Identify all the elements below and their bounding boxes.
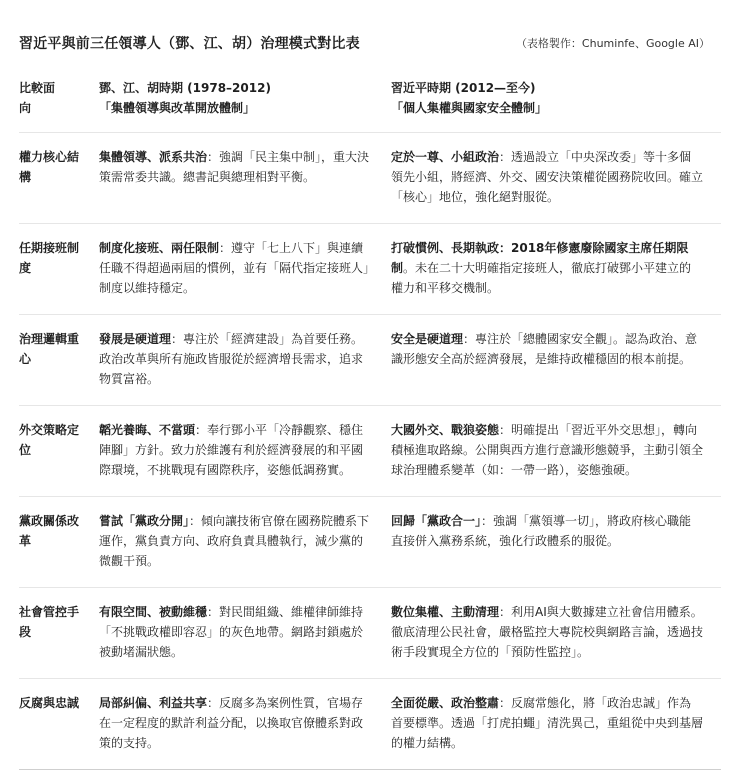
- cell-xi-era-text: ：強調「黨領導一切」，將政府核心職能直接併入黨務系統，強化行政體系的服從。: [391, 514, 692, 548]
- column-header-aspect-line2: 向: [19, 101, 32, 115]
- table-row: [19, 497, 721, 588]
- table-row: [19, 588, 721, 679]
- cell-xi-era: [391, 497, 721, 588]
- comparison-table: [19, 62, 721, 770]
- table-row: [19, 679, 721, 770]
- row-aspect: 外交策略定位: [19, 406, 99, 497]
- row-aspect: 社會管控手段: [19, 588, 99, 679]
- cell-xi-era-key: 定於一尊、小組政治: [391, 150, 500, 164]
- cell-xi-era: [391, 679, 721, 770]
- cell-xi-era-text: ：明確提出「習近平外交思想」，轉向積極進取路線。公開與西方進行意識形態競爭，主動引領全球治理體系變革（如：一帶一路），姿態強硬。: [391, 423, 704, 477]
- cell-previous-era-key: 局部糾偏、利益共享: [99, 696, 208, 710]
- cell-xi-era-key: 安全是硬道理: [391, 332, 464, 346]
- cell-previous-era-key: 韜光養晦、不當頭: [99, 423, 196, 437]
- cell-xi-era-text: 。未在二十大明確指定接班人，徹底打破鄧小平建立的權力和平移交機制。: [391, 261, 692, 295]
- cell-xi-era: [391, 224, 721, 315]
- cell-previous-era: [99, 497, 391, 588]
- column-header-previous-era: [99, 62, 391, 133]
- table-row: [19, 315, 721, 406]
- cell-xi-era-key: 數位集權、主動清理: [391, 605, 500, 619]
- row-aspect: 治理邏輯重心: [19, 315, 99, 406]
- cell-previous-era-text: ：對民間組織、維權律師維持「不挑戰政權即容忍」的灰色地帶。網路封鎖處於被動堵漏狀態。: [99, 605, 364, 659]
- table-row: [19, 133, 721, 224]
- cell-xi-era-text: ：利用AI與大數據建立社會信用體系。徹底清理公民社會，嚴格監控大專院校與網路言論，透過技術手段實現全方位的「預防性監控」。: [391, 605, 704, 659]
- cell-xi-era-text: ：反腐常態化，將「政治忠誠」作為首要標準。透過「打虎拍蠅」清洗異己，重組從中央到基層的權力結構。: [391, 696, 704, 750]
- row-aspect: 黨政關係改革: [19, 497, 99, 588]
- cell-previous-era-text: ：專注於「經濟建設」為首要任務。政治改革與所有施政皆服從於經濟增長需求，追求物質富裕。: [99, 332, 364, 386]
- cell-previous-era: [99, 679, 391, 770]
- cell-previous-era: [99, 315, 391, 406]
- table-row: [19, 406, 721, 497]
- row-aspect: 權力核心結構: [19, 133, 99, 224]
- cell-xi-era-key: 全面從嚴、政治整肅: [391, 696, 500, 710]
- cell-previous-era-key: 有限空間、被動維穩: [99, 605, 208, 619]
- row-aspect: 反腐與忠誠: [19, 679, 99, 770]
- column-header-xi-era: [391, 62, 721, 133]
- column-header-aspect-line1: 比較面: [19, 81, 56, 95]
- table-row: [19, 224, 721, 315]
- cell-previous-era: [99, 588, 391, 679]
- cell-previous-era-key: 嘗試「黨政分開」: [99, 514, 190, 528]
- cell-previous-era-text: ：強調「民主集中制」，重大決策需常委共識。總書記與總理相對平衡。: [99, 150, 370, 184]
- cell-xi-era: [391, 588, 721, 679]
- header-row: [19, 62, 721, 133]
- cell-previous-era-key: 發展是硬道理: [99, 332, 172, 346]
- cell-previous-era-text: ：遵守「七上八下」與連續任職不得超過兩屆的慣例，並有「隔代指定接班人」制度以維持穩定。: [99, 241, 370, 295]
- cell-xi-era: [391, 315, 721, 406]
- column-header-previous-era-line2: 「集體領導與改革開放體制」: [99, 101, 256, 115]
- cell-xi-era: [391, 133, 721, 224]
- column-header-xi-era-line1: 習近平時期 (2012—至今): [391, 81, 536, 95]
- column-header-xi-era-line2: 「個人集權與國家安全體制」: [391, 101, 548, 115]
- cell-previous-era-text: ：奉行鄧小平「冷靜觀察、穩住陣腳」方針。致力於維護有利於經濟發展的和平國際環境，不挑戰現有國際秩序，姿態低調務實。: [99, 423, 364, 477]
- header: [19, 33, 710, 57]
- cell-xi-era-key: 回歸「黨政合一」: [391, 514, 482, 528]
- column-header-aspect: [19, 62, 99, 133]
- page-title: 習近平與前三任領導人（鄧、江、胡）治理模式對比表: [19, 36, 360, 52]
- cell-xi-era-key: 大國外交、戰狼姿態: [391, 423, 500, 437]
- cell-previous-era-key: 制度化接班、兩任限制: [99, 241, 220, 255]
- cell-xi-era-text: ：專注於「總體國家安全觀」。認為政治、意識形態安全高於經濟發展，是維持政權穩固的根本前提。: [391, 332, 698, 366]
- cell-xi-era: [391, 406, 721, 497]
- cell-previous-era: [99, 133, 391, 224]
- row-aspect: 任期接班制度: [19, 224, 99, 315]
- cell-previous-era-text: ：反腐多為案例性質，官場存在一定程度的默許利益分配，以換取官僚體系對政策的支持。: [99, 696, 364, 750]
- table-body: [19, 133, 721, 770]
- cell-previous-era-text: ：傾向讓技術官僚在國務院體系下運作，黨負責方向、政府負責具體執行，減少黨的微觀干預。: [99, 514, 370, 568]
- cell-xi-era-key: 打破慣例、長期執政：2018年修憲廢除國家主席任期限制: [391, 241, 689, 275]
- cell-previous-era: [99, 224, 391, 315]
- column-header-previous-era-line1: 鄧、江、胡時期 (1978–2012): [99, 81, 271, 95]
- credit-note: （表格製作：Chuminfe、Google AI）: [515, 37, 710, 50]
- table-header: [19, 62, 721, 133]
- cell-previous-era-key: 集體領導、派系共治: [99, 150, 208, 164]
- cell-previous-era: [99, 406, 391, 497]
- cell-xi-era-text: ：透過設立「中央深改委」等十多個領先小組，將經濟、外交、國安決策權從國務院收回。確立「核心」地位，強化絕對服從。: [391, 150, 704, 204]
